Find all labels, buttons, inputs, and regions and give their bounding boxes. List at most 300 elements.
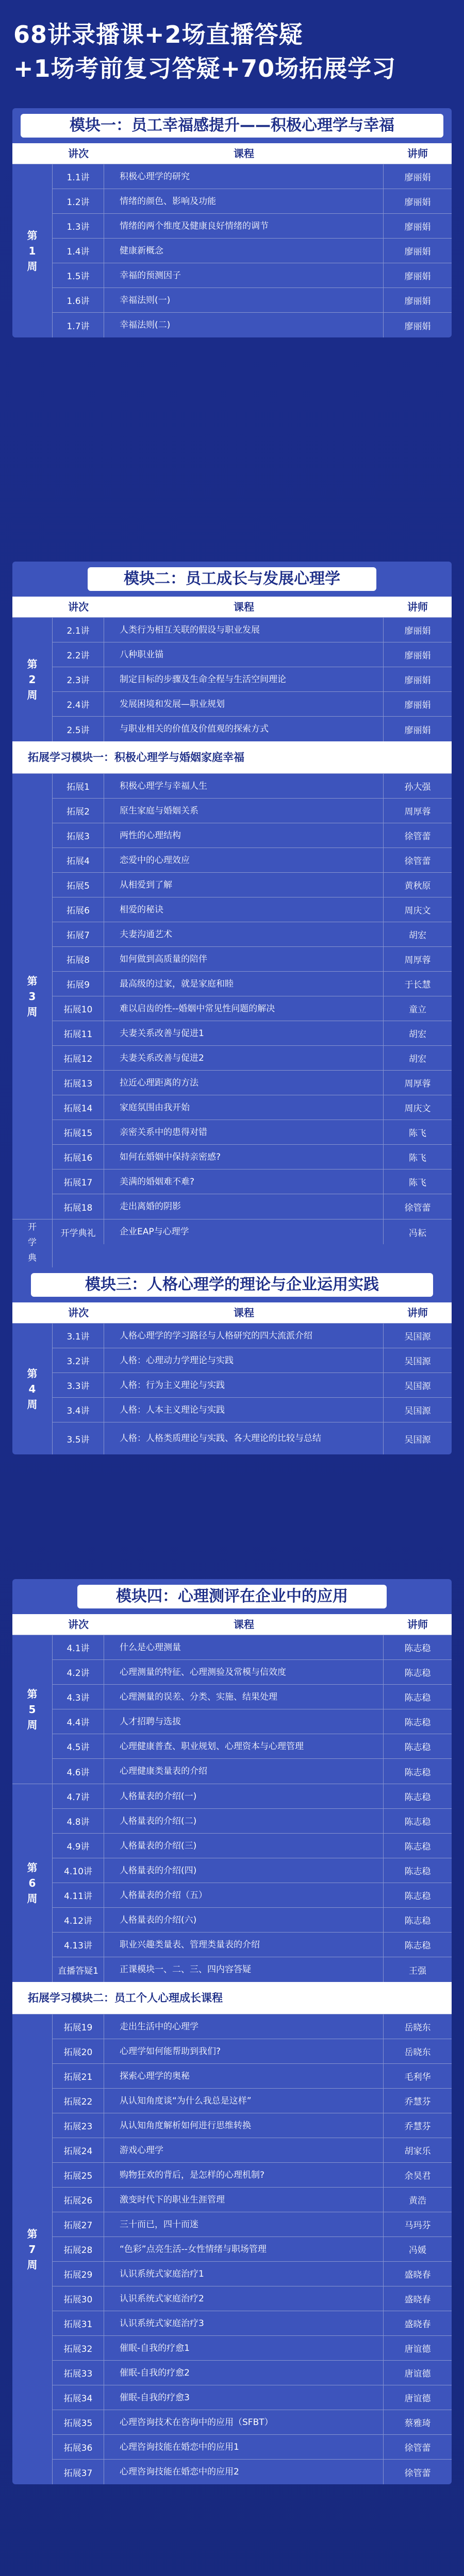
teacher-name: 廖丽娟 [404, 222, 431, 232]
teacher-name: 廖丽娟 [404, 247, 431, 257]
week-group [12, 164, 452, 337]
lecture-number: 4.4讲 [53, 1709, 104, 1734]
header-week [12, 143, 53, 164]
teacher-name: 廖丽娟 [404, 173, 431, 183]
teacher-name: 陈志稳 [404, 1941, 431, 1951]
table-row[interactable] [53, 2410, 452, 2435]
week-label [12, 774, 53, 1219]
lecture-number: 拓展36 [53, 2435, 104, 2459]
lecture-number: 拓展27 [53, 2212, 104, 2236]
table-row[interactable] [53, 2311, 452, 2336]
lecture-number: 2.3讲 [53, 667, 104, 691]
week-text: 第5周 [27, 1688, 38, 1731]
lecture-number: 拓展15 [53, 1120, 104, 1144]
week-text: 第3周 [27, 975, 38, 1018]
lecture-number: 4.9讲 [53, 1834, 104, 1858]
teacher-name: 吴国源 [404, 1434, 431, 1445]
week-rows [53, 1324, 452, 1454]
header-line-1: 68讲录播课+2场直播答疑 [13, 21, 303, 48]
lecture-number: 拓展3 [53, 823, 104, 848]
teacher-name: 马玛芬 [404, 2221, 431, 2231]
course-name: 认识系统式家庭治疗1 [104, 2262, 384, 2286]
lecture-number: 拓展30 [53, 2286, 104, 2311]
table-row[interactable] [53, 996, 452, 1021]
teacher-name: 王强 [409, 1965, 426, 1976]
teacher-name: 徐管蕾 [404, 1202, 431, 1213]
course-name: 拉近心理距离的方法 [104, 1071, 384, 1095]
module-3 [12, 1267, 452, 1454]
lecture-number: 拓展29 [53, 2262, 104, 2286]
table-row[interactable] [53, 799, 452, 823]
header-lecture: 讲次 [68, 147, 89, 160]
teacher-name: 于长慧 [404, 980, 431, 990]
course-name: 美满的婚姻难不难? [104, 1170, 384, 1194]
lecture-number: 4.3讲 [53, 1685, 104, 1709]
teacher-name: 周厚蓉 [404, 955, 431, 965]
teacher-name: 廖丽娟 [404, 651, 431, 661]
header-lecture: 讲次 [68, 1307, 89, 1319]
week-group [12, 1635, 452, 1784]
table-row[interactable] [53, 1734, 452, 1759]
teacher-name: 徐管蕾 [404, 832, 431, 842]
teacher-name: 陈飞 [409, 1128, 426, 1139]
table-row[interactable] [53, 2014, 452, 2039]
table-row[interactable] [53, 2039, 452, 2064]
table-row[interactable] [53, 1071, 452, 1095]
table-row[interactable] [53, 2237, 452, 2262]
course-name: “色彩”点亮生活--女性情绪与职场管理 [104, 2237, 384, 2261]
table-row[interactable] [53, 2089, 452, 2113]
table-row[interactable] [53, 1095, 452, 1120]
teacher-name: 陈志稳 [404, 1643, 431, 1654]
lecture-number: 拓展18 [53, 1194, 104, 1219]
module-title-text: 模块二：员工成长与发展心理学 [88, 567, 376, 591]
table-row[interactable] [53, 1170, 452, 1194]
table-row[interactable] [53, 848, 452, 873]
course-name: 从认知角度谈“为什么我总是这样” [104, 2089, 384, 2113]
teacher-name: 吴国源 [404, 1332, 431, 1342]
lecture-number: 拓展16 [53, 1145, 104, 1169]
lecture-number: 4.8讲 [53, 1809, 104, 1833]
course-name: 原生家庭与婚姻关系 [104, 799, 384, 823]
table-row[interactable] [53, 1194, 452, 1219]
lecture-number: 拓展7 [53, 922, 104, 946]
table-row[interactable] [53, 1709, 452, 1734]
table-row[interactable] [53, 2064, 452, 2089]
teacher-name: 陈志稳 [404, 1916, 431, 1926]
header-line-2: +1场考前复习答疑+70场拓展学习 [13, 55, 396, 82]
course-name: 幸福法则(二) [104, 313, 384, 337]
course-name: 人格量表的介绍(二) [104, 1809, 384, 1833]
lecture-number: 拓展11 [53, 1021, 104, 1045]
table-row[interactable] [53, 823, 452, 848]
lecture-number: 2.1讲 [53, 618, 104, 642]
module-title-text: 模块一：员工幸福感提升——积极心理学与幸福 [21, 114, 443, 138]
module-2 [12, 562, 452, 1281]
extension-module-title: 拓展学习模块二：员工个人心理成长课程 [12, 1982, 452, 2014]
teacher-name: 陈志稳 [404, 1668, 431, 1679]
teacher-name: 陈志稳 [404, 1867, 431, 1877]
week-rows [53, 1784, 452, 1982]
teacher-name: 童立 [409, 1005, 426, 1015]
course-name: 人格：心理动力学理论与实践 [104, 1348, 384, 1372]
table-row[interactable] [53, 1373, 452, 1398]
table-row[interactable] [53, 288, 452, 313]
course-name: 夫妻关系改善与促进1 [104, 1021, 384, 1045]
lecture-number: 拓展2 [53, 799, 104, 823]
teacher-name: 唐谊德 [404, 2369, 431, 2379]
course-name: 购物狂欢的背后，是怎样的心理机制? [104, 2163, 384, 2187]
week-text: 第6周 [27, 1861, 38, 1905]
course-name: 探索心理学的奥秘 [104, 2064, 384, 2088]
table-row[interactable] [53, 1834, 452, 1858]
week-group [12, 617, 452, 741]
table-row[interactable] [53, 2286, 452, 2311]
course-name: 从相爱到了解 [104, 873, 384, 897]
course-name: 制定目标的步骤及生命全程与生活空间理论 [104, 667, 384, 691]
table-header [12, 1614, 452, 1635]
header [0, 0, 464, 108]
table-row[interactable] [53, 1759, 452, 1784]
table-row[interactable] [53, 1348, 452, 1373]
table-row[interactable] [53, 1858, 452, 1883]
course-name: 人格量表的介绍(一) [104, 1784, 384, 1808]
table-row[interactable] [53, 642, 452, 667]
teacher-name: 乔慧芬 [404, 2122, 431, 2132]
course-name: 最高级的过家，就是家庭和睦 [104, 972, 384, 996]
lecture-number: 拓展25 [53, 2163, 104, 2187]
lecture-number: 1.7讲 [53, 313, 104, 337]
course-name: 健康新概念 [104, 239, 384, 263]
teacher-name: 陈志稳 [404, 1792, 431, 1803]
table-row[interactable] [53, 717, 452, 741]
table-row[interactable] [53, 239, 452, 263]
course-name: 如何在婚姻中保持亲密感? [104, 1145, 384, 1169]
lecture-number: 拓展19 [53, 2014, 104, 2039]
table-row[interactable] [53, 1784, 452, 1809]
header-course: 课程 [234, 1618, 254, 1631]
teacher-name: 唐谊德 [404, 2394, 431, 2404]
week-group [12, 2014, 452, 2484]
teacher-name: 廖丽娟 [404, 321, 431, 332]
table-row[interactable] [53, 1219, 452, 1244]
teacher-name: 盛晓春 [404, 2319, 431, 2330]
extension-module-title: 拓展学习模块一：积极心理学与婚姻家庭幸福 [12, 741, 452, 773]
table-row[interactable] [53, 164, 452, 189]
lecture-number: 4.10讲 [53, 1858, 104, 1883]
week-label [12, 1784, 53, 1982]
course-name: 三十而已，四十而迷 [104, 2212, 384, 2236]
lecture-number: 4.1讲 [53, 1635, 104, 1659]
lecture-number: 4.12讲 [53, 1908, 104, 1932]
course-name: 激变时代下的职业生涯管理 [104, 2188, 384, 2212]
lecture-number: 拓展17 [53, 1170, 104, 1194]
teacher-name: 周厚蓉 [404, 807, 431, 817]
header-lecture: 讲次 [68, 601, 89, 613]
course-name: 人格量表的介绍(六) [104, 1908, 384, 1932]
teacher-name: 陈志稳 [404, 1767, 431, 1778]
course-name: 正课模块一、二、三、四内容答疑 [104, 1957, 384, 1982]
course-name: 积极心理学与幸福人生 [104, 774, 384, 798]
table-row[interactable] [53, 1145, 452, 1170]
table-row[interactable] [53, 2262, 452, 2286]
table-row[interactable] [53, 2188, 452, 2212]
table-row[interactable] [53, 1957, 452, 1982]
module-title [12, 1267, 452, 1302]
teacher-name: 周庆文 [404, 906, 431, 916]
lecture-number: 2.5讲 [53, 717, 104, 741]
week-group [12, 1323, 452, 1454]
course-name: 从认知角度解析如何进行思维转换 [104, 2113, 384, 2138]
course-name: 人格：人本主义理论与实践 [104, 1398, 384, 1422]
lecture-number: 3.5讲 [53, 1422, 104, 1454]
course-name: 人格量表的介绍(四) [104, 1858, 384, 1883]
week-label [12, 1635, 53, 1784]
table-row[interactable] [53, 1324, 452, 1348]
lecture-number: 1.1讲 [53, 164, 104, 189]
teacher-name: 陈飞 [409, 1178, 426, 1188]
lecture-number: 开学典礼 [53, 1219, 104, 1244]
table-row[interactable] [53, 972, 452, 996]
lecture-number: 拓展26 [53, 2188, 104, 2212]
table-row[interactable] [53, 897, 452, 922]
teacher-name: 廖丽娟 [404, 197, 431, 208]
teacher-name: 陈志稳 [404, 1742, 431, 1753]
course-name: 幸福的预测因子 [104, 263, 384, 287]
header-week [12, 1302, 53, 1323]
week-text: 开学典 [28, 1222, 37, 1263]
lecture-number: 1.4讲 [53, 239, 104, 263]
course-name: 幸福法则(一) [104, 288, 384, 312]
teacher-name: 盛晓春 [404, 2295, 431, 2305]
week-group [12, 1784, 452, 1982]
table-row[interactable] [53, 189, 452, 214]
table-row[interactable] [53, 214, 452, 239]
course-name: 催眠-自我的疗愈3 [104, 2385, 384, 2410]
header-lecture: 讲次 [68, 1618, 89, 1631]
course-name: 人类行为相互关联的假设与职业发展 [104, 618, 384, 642]
table-row[interactable] [53, 263, 452, 288]
header-teacher: 讲师 [407, 601, 428, 613]
table-row[interactable] [53, 2385, 452, 2410]
table-row[interactable] [53, 947, 452, 972]
week-text: 第1周 [27, 229, 38, 273]
teacher-name: 廖丽娟 [404, 626, 431, 636]
table-row[interactable] [53, 1883, 452, 1908]
header-teacher: 讲师 [407, 1307, 428, 1319]
week-group [12, 773, 452, 1219]
table-row[interactable] [53, 1635, 452, 1660]
lecture-number: 拓展37 [53, 2460, 104, 2484]
course-name: 人格量表的介绍（五） [104, 1883, 384, 1907]
lecture-number: 拓展4 [53, 848, 104, 872]
teacher-name: 唐谊德 [404, 2344, 431, 2354]
course-name: 夫妻沟通艺术 [104, 922, 384, 946]
course-name: 企业EAP与心理学 [104, 1219, 384, 1244]
teacher-name: 吴国源 [404, 1381, 431, 1392]
lecture-number: 拓展9 [53, 972, 104, 996]
lecture-number: 直播答疑1 [53, 1957, 104, 1982]
teacher-name: 廖丽娟 [404, 675, 431, 686]
course-name: 八种职业锚 [104, 642, 384, 667]
table-row[interactable] [53, 2361, 452, 2385]
table-row[interactable] [53, 2113, 452, 2138]
course-name: 心理健康类量表的介绍 [104, 1759, 384, 1784]
teacher-name: 蔡雅琦 [404, 2418, 431, 2429]
table-row[interactable] [53, 2460, 452, 2484]
lecture-number: 4.7讲 [53, 1784, 104, 1808]
lecture-number: 拓展1 [53, 774, 104, 798]
teacher-name: 陈志稳 [404, 1718, 431, 1728]
table-row[interactable] [53, 2138, 452, 2163]
lecture-number: 拓展8 [53, 947, 104, 971]
week-label [12, 164, 53, 337]
lecture-number: 拓展32 [53, 2336, 104, 2360]
teacher-name: 毛利华 [404, 2072, 431, 2082]
table-row[interactable] [53, 618, 452, 642]
teacher-name: 廖丽娟 [404, 700, 431, 710]
course-name: 如何做到高质量的陪伴 [104, 947, 384, 971]
table-row[interactable] [53, 1809, 452, 1834]
lecture-number: 拓展24 [53, 2138, 104, 2162]
week-rows [53, 164, 452, 337]
header-week [12, 597, 53, 617]
lecture-number: 3.3讲 [53, 1373, 104, 1397]
teacher-name: 陈志稳 [404, 1693, 431, 1703]
table-header [12, 143, 452, 164]
lecture-number: 2.4讲 [53, 692, 104, 716]
table-row[interactable] [53, 1660, 452, 1685]
course-name: 相爱的秘诀 [104, 897, 384, 922]
course-name: 职业兴趣类量表、管理类量表的介绍 [104, 1933, 384, 1957]
teacher-name: 陈志稳 [404, 1817, 431, 1827]
teacher-name: 胡宏 [409, 930, 426, 941]
table-row[interactable] [53, 692, 452, 717]
lecture-number: 拓展6 [53, 897, 104, 922]
course-name: 两性的心理结构 [104, 823, 384, 848]
table-row[interactable] [53, 774, 452, 799]
week-label [12, 1324, 53, 1454]
lecture-number: 4.5讲 [53, 1734, 104, 1758]
course-name: 人格量表的介绍(三) [104, 1834, 384, 1858]
table-row[interactable] [53, 667, 452, 692]
lecture-number: 拓展12 [53, 1046, 104, 1070]
teacher-name: 廖丽娟 [404, 272, 431, 282]
table-row[interactable] [53, 2212, 452, 2237]
teacher-name: 岳晓东 [404, 2047, 431, 2058]
course-name: 恋爱中的心理效应 [104, 848, 384, 872]
teacher-name: 冯耘 [409, 1228, 426, 1239]
module-title-text: 模块四：心理测评在企业中的应用 [77, 1585, 387, 1608]
table-row[interactable] [53, 1046, 452, 1071]
table-row[interactable] [53, 873, 452, 897]
table-row[interactable] [53, 1422, 452, 1454]
lecture-number: 1.5讲 [53, 263, 104, 287]
table-row[interactable] [53, 1908, 452, 1933]
table-row[interactable] [53, 922, 452, 947]
course-name: 夫妻关系改善与促进2 [104, 1046, 384, 1070]
lecture-number: 拓展13 [53, 1071, 104, 1095]
week-label [12, 618, 53, 741]
lecture-number: 拓展34 [53, 2385, 104, 2410]
header-course: 课程 [234, 601, 254, 613]
course-name: 认识系统式家庭治疗3 [104, 2311, 384, 2335]
teacher-name: 陈志稳 [404, 1891, 431, 1902]
course-name: 人格：人格类质理论与实践、各大理论的比较与总结 [104, 1422, 384, 1454]
lecture-number: 3.1讲 [53, 1324, 104, 1348]
lecture-number: 4.11讲 [53, 1883, 104, 1907]
teacher-name: 黄浩 [409, 2196, 426, 2206]
course-name: 发展困境和发展—职业规划 [104, 692, 384, 716]
week-rows [53, 2014, 452, 2484]
table-header [12, 1302, 452, 1323]
table-row[interactable] [53, 1685, 452, 1709]
table-row[interactable] [53, 2163, 452, 2188]
lecture-number: 拓展5 [53, 873, 104, 897]
teacher-name: 盛晓春 [404, 2270, 431, 2280]
lecture-number: 4.2讲 [53, 1660, 104, 1684]
week-text: 第4周 [27, 1367, 38, 1411]
teacher-name: 吴国源 [404, 1357, 431, 1367]
lecture-number: 拓展10 [53, 996, 104, 1021]
teacher-name: 胡家乐 [404, 2146, 431, 2157]
module-title-text: 模块三：人格心理学的理论与企业运用实践 [31, 1273, 433, 1297]
table-row[interactable] [53, 2435, 452, 2460]
teacher-name: 吴国源 [404, 1406, 431, 1416]
lecture-number: 拓展35 [53, 2410, 104, 2434]
module-title [12, 562, 452, 597]
teacher-name: 徐管蕾 [404, 2468, 431, 2479]
course-name: 难以启齿的性--婚姻中常见性问题的解决 [104, 996, 384, 1021]
teacher-name: 孙大强 [404, 782, 431, 792]
lecture-number: 拓展28 [53, 2237, 104, 2261]
lecture-number: 2.2讲 [53, 642, 104, 667]
header-course: 课程 [234, 1307, 254, 1319]
teacher-name: 冯媛 [409, 2245, 426, 2256]
week-rows [53, 618, 452, 741]
header-teacher: 讲师 [407, 1618, 428, 1631]
course-name: 心理学如何能帮助到我们? [104, 2039, 384, 2063]
lecture-number: 4.6讲 [53, 1759, 104, 1784]
lecture-number: 拓展14 [53, 1095, 104, 1120]
course-name: 与职业相关的价值及价值观的探索方式 [104, 717, 384, 741]
course-name: 游戏心理学 [104, 2138, 384, 2162]
table-row[interactable] [53, 2336, 452, 2361]
teacher-name: 乔慧芬 [404, 2097, 431, 2107]
teacher-name: 黄秋原 [404, 881, 431, 891]
table-row[interactable] [53, 1120, 452, 1145]
header-week [12, 1614, 53, 1635]
teacher-name: 徐管蕾 [404, 856, 431, 867]
table-row[interactable] [53, 313, 452, 337]
lecture-number: 1.3讲 [53, 214, 104, 238]
teacher-name: 周厚蓉 [404, 1079, 431, 1089]
lecture-number: 3.4讲 [53, 1398, 104, 1422]
week-text: 第2周 [27, 658, 38, 701]
course-name: 心理咨询技能在婚恋中的应用2 [104, 2460, 384, 2484]
teacher-name: 陈飞 [409, 1153, 426, 1163]
table-row[interactable] [53, 1933, 452, 1957]
course-name: 亲密关系中的患得对错 [104, 1120, 384, 1144]
module-title [12, 108, 452, 143]
teacher-name: 胡宏 [409, 1029, 426, 1040]
course-name: 人才招聘与选拔 [104, 1709, 384, 1734]
table-row[interactable] [53, 1398, 452, 1422]
lecture-number: 拓展22 [53, 2089, 104, 2113]
course-name: 走出离婚的阴影 [104, 1194, 384, 1219]
table-row[interactable] [53, 1021, 452, 1046]
lecture-number: 4.13讲 [53, 1933, 104, 1957]
